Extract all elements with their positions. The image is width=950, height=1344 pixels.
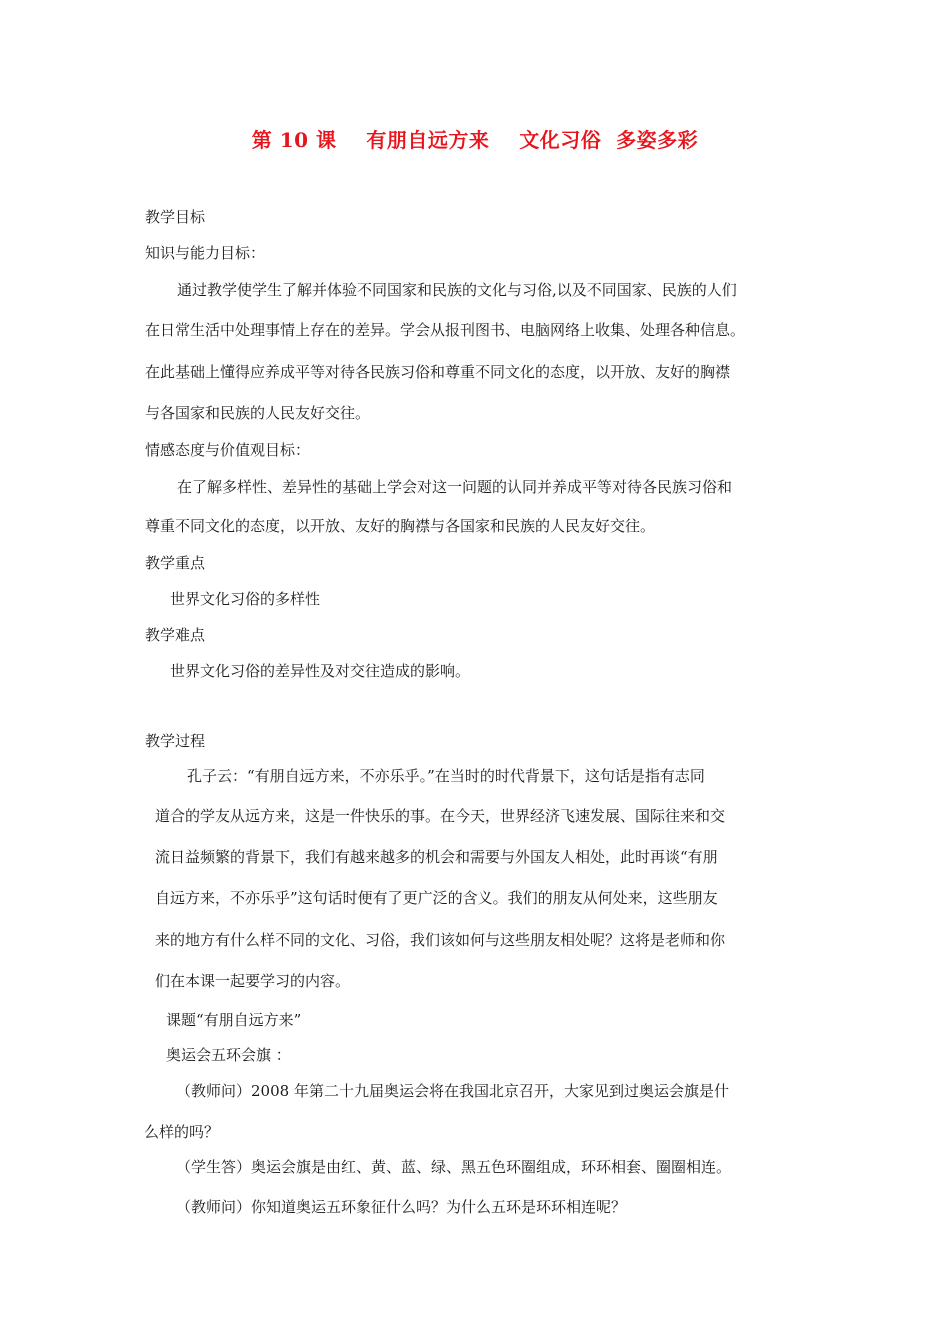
text-line: 么样的吗？	[144, 1123, 220, 1141]
text-line: （教师问）你知道奥运五环象征什么吗？为什么五环是环环相连呢？	[176, 1198, 627, 1216]
text-line: 在日常生活中处理事情上存在的差异。学会从报刊图书、电脑网络上收集、处理各种信息。	[145, 321, 746, 339]
text-line: 知识与能力目标：	[145, 244, 266, 262]
text-line: 在此基础上懂得应养成平等对待各民族习俗和尊重不同文化的态度，以开放、友好的胸襟	[145, 363, 731, 381]
text-line: 与各国家和民族的人民友好交往。	[145, 404, 371, 422]
text-line: 孔子云：“有朋自远方来，不亦乐乎。”在当时的时代背景下，这句话是指有志同	[187, 767, 705, 785]
text-line: （教师问）2008 年第二十九届奥运会将在我国北京召开，大家见到过奥运会旗是什	[176, 1082, 729, 1100]
text-line: 们在本课一起要学习的内容。	[155, 972, 351, 990]
text-line: 自远方来，不亦乐乎”这句话时便有了更广泛的含义。我们的朋友从何处来，这些朋友	[155, 889, 718, 907]
text-line: 课题“有朋自远方来”	[166, 1011, 302, 1029]
text-line: 教学目标	[145, 208, 206, 226]
text-line: （学生答）奥运会旗是由红、黄、蓝、绿、黑五色环圈组成，环环相套、圈圈相连。	[176, 1158, 732, 1176]
text-line: 尊重不同文化的态度，以开放、友好的胸襟与各国家和民族的人民友好交往。	[145, 517, 656, 535]
text-line: 奥运会五环会旗 ：	[166, 1046, 291, 1064]
text-line: 世界文化习俗的差异性及对交往造成的影响。	[170, 662, 471, 680]
text-line: 通过教学使学生了解并体验不同国家和民族的文化与习俗,以及不同国家、民族的人们	[177, 281, 737, 299]
text-line: 教学重点	[145, 554, 206, 572]
text-line: 教学难点	[145, 626, 206, 644]
text-line: 流日益频繁的背景下，我们有越来越多的机会和需要与外国友人相处，此时再谈“有朋	[155, 848, 718, 866]
text-line: 教学过程	[145, 732, 206, 750]
document-title: 第 10 课 有朋自远方来 文化习俗 多姿多彩	[251, 128, 699, 152]
text-line: 道合的学友从远方来，这是一件快乐的事。在今天，世界经济飞速发展、国际往来和交	[155, 807, 726, 825]
text-line: 在了解多样性、差异性的基础上学会对这一问题的认同并养成平等对待各民族习俗和	[177, 478, 733, 496]
text-line: 世界文化习俗的多样性	[170, 590, 321, 608]
text-line: 来的地方有什么样不同的文化、习俗，我们该如何与这些朋友相处呢？这将是老师和你	[155, 931, 726, 949]
text-line: 情感态度与价值观目标：	[145, 441, 311, 459]
